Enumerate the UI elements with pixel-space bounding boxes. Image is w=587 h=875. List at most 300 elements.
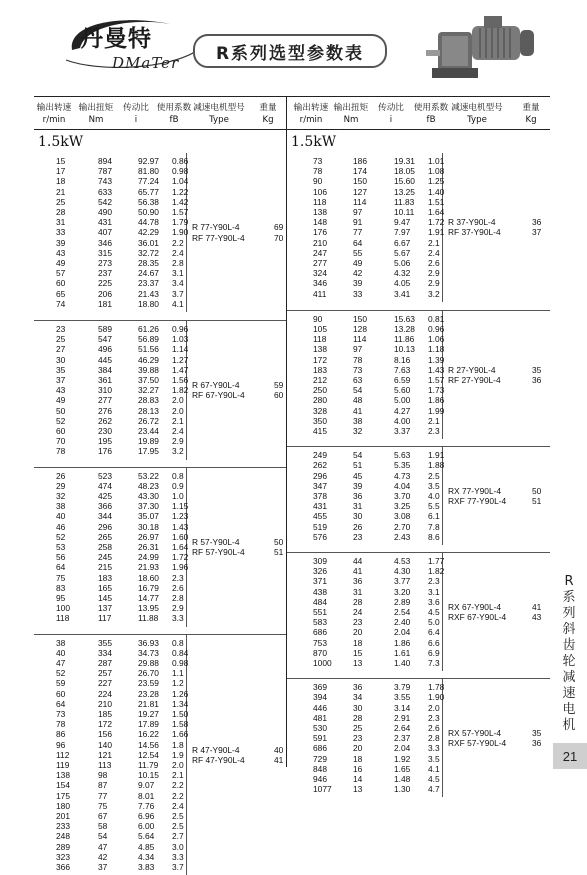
cell-speed: 83 xyxy=(56,582,66,593)
cell-speed: 411 xyxy=(313,288,327,299)
cell-torque: 140 xyxy=(98,739,112,750)
side-label-char: 齿 xyxy=(562,638,576,653)
cell-speed: 324 xyxy=(313,268,327,279)
cell-ratio: 65.77 xyxy=(138,186,159,197)
cell-sf: 2.2 xyxy=(172,237,184,248)
cell-speed: 25 xyxy=(56,334,66,345)
cell-ratio: 3.08 xyxy=(394,511,411,522)
cell-ratio: 36.93 xyxy=(138,637,159,648)
cell-ratio: 9.07 xyxy=(138,780,155,791)
cell-torque: 117 xyxy=(98,613,112,624)
brand-name-en: DMaTer xyxy=(112,54,180,72)
header-speed-unit: r/min xyxy=(42,115,66,125)
cell-torque: 18 xyxy=(353,753,363,764)
cell-ratio: 92.97 xyxy=(138,156,159,166)
cell-speed: 60 xyxy=(56,426,66,436)
cell-torque: 361 xyxy=(98,375,112,385)
table-row xyxy=(34,176,286,186)
header-sf-unit: fB xyxy=(169,115,179,125)
cell-ratio: 13.28 xyxy=(394,323,415,334)
cell-sf: 1.73 xyxy=(428,385,445,396)
cell-sf: 2.1 xyxy=(428,415,440,426)
cell-speed: 431 xyxy=(313,501,327,512)
cell-ratio: 2.70 xyxy=(394,521,411,532)
cell-torque: 30 xyxy=(353,702,363,713)
table-row xyxy=(34,501,286,511)
cell-ratio: 50.90 xyxy=(138,207,159,217)
cell-ratio: 4.05 xyxy=(394,278,411,289)
cell-speed: 172 xyxy=(313,354,327,365)
cell-sf: 1.04 xyxy=(172,176,189,187)
cell-sf: 2.6 xyxy=(172,582,184,593)
cell-torque: 183 xyxy=(98,572,112,583)
cell-speed: 105 xyxy=(313,323,327,334)
motor-model: RX 57-Y90L-4 xyxy=(448,728,502,739)
table-row xyxy=(34,446,286,456)
cell-sf: 1.66 xyxy=(172,729,189,740)
cell-speed: 576 xyxy=(313,531,327,542)
cell-sf: 1.43 xyxy=(428,364,445,375)
cell-ratio: 2.64 xyxy=(394,722,411,733)
cell-ratio: 21.81 xyxy=(138,698,159,709)
motor-model: RF 27-Y90L-4 xyxy=(448,374,501,385)
cell-sf: 3.5 xyxy=(428,480,440,491)
cell-sf: 2.9 xyxy=(172,436,184,447)
motor-model: RXF 57-Y90L-4 xyxy=(448,738,507,749)
cell-sf: 1.60 xyxy=(172,531,189,542)
table-row xyxy=(287,248,550,258)
cell-ratio: 2.37 xyxy=(394,733,411,744)
table-row xyxy=(287,278,550,288)
table-row xyxy=(34,238,286,248)
cell-torque: 36 xyxy=(353,682,363,693)
cell-torque: 258 xyxy=(98,541,112,552)
cell-speed: 25 xyxy=(56,196,66,207)
cell-sf: 1.77 xyxy=(428,556,445,566)
cell-sf: 2.4 xyxy=(172,426,184,436)
table-row xyxy=(287,197,550,207)
motor-weight: 69 xyxy=(274,222,284,233)
table-row xyxy=(287,450,550,460)
table-row xyxy=(34,227,286,237)
cell-speed: 138 xyxy=(313,344,327,355)
cell-speed: 686 xyxy=(313,743,327,754)
cell-ratio: 34.73 xyxy=(138,647,159,658)
header-row xyxy=(287,101,550,115)
cell-sf: 1.51 xyxy=(428,196,445,207)
cell-ratio: 15.60 xyxy=(394,176,415,187)
cell-speed: 57 xyxy=(56,268,66,279)
cell-ratio: 5.67 xyxy=(394,247,411,258)
table-row xyxy=(34,375,286,385)
cell-ratio: 16.22 xyxy=(138,729,159,740)
cell-sf: 5.0 xyxy=(428,617,440,628)
cell-torque: 34 xyxy=(353,692,363,703)
cell-speed: 280 xyxy=(313,395,327,406)
header-type: 减速电机型号 xyxy=(451,103,503,113)
cell-torque: 44 xyxy=(353,556,363,566)
cell-sf: 8.6 xyxy=(428,531,440,542)
cell-sf: 0.96 xyxy=(172,324,189,334)
cell-ratio: 6.96 xyxy=(138,810,155,821)
cell-sf: 2.8 xyxy=(428,733,440,744)
cell-ratio: 43.30 xyxy=(138,490,159,501)
table-row xyxy=(287,597,550,607)
cell-ratio: 3.41 xyxy=(394,288,411,299)
cell-speed: 56 xyxy=(56,552,66,563)
cell-sf: 1.64 xyxy=(428,207,445,217)
cell-ratio: 1.86 xyxy=(394,637,411,648)
cell-torque: 114 xyxy=(353,196,367,207)
cell-ratio: 12.54 xyxy=(138,749,159,760)
left-group xyxy=(34,320,286,460)
cell-sf: 2.8 xyxy=(172,592,184,603)
table-row xyxy=(287,638,550,648)
cell-ratio: 3.37 xyxy=(394,425,411,436)
cell-speed: 100 xyxy=(56,603,70,614)
cell-sf: 3.6 xyxy=(428,596,440,607)
table-row xyxy=(34,658,286,668)
cell-torque: 15 xyxy=(353,647,363,658)
table-row xyxy=(34,207,286,217)
cell-speed: 96 xyxy=(56,739,66,750)
right-group xyxy=(287,678,550,797)
motor-model: RF 67-Y90L-4 xyxy=(192,390,245,401)
cell-speed: 848 xyxy=(313,763,327,774)
cell-ratio: 15.63 xyxy=(394,313,415,324)
cell-sf: 2.1 xyxy=(428,237,440,248)
table-row xyxy=(34,481,286,491)
cell-sf: 1.06 xyxy=(428,334,445,345)
cell-sf: 0.84 xyxy=(172,647,189,658)
motor-model: RX 67-Y90L-4 xyxy=(448,601,502,612)
cell-torque: 225 xyxy=(98,278,112,289)
cell-sf: 1.23 xyxy=(172,511,189,522)
table-row xyxy=(287,723,550,733)
brand-logo xyxy=(58,10,208,76)
cell-torque: 287 xyxy=(98,657,112,668)
cell-sf: 1.88 xyxy=(428,460,445,471)
right-group xyxy=(287,552,550,671)
cell-sf: 4.5 xyxy=(428,773,440,784)
cell-ratio: 16.79 xyxy=(138,582,159,593)
table-row xyxy=(287,334,550,344)
cell-torque: 51 xyxy=(353,460,363,471)
table-row xyxy=(287,166,550,176)
cell-sf: 3.3 xyxy=(428,743,440,754)
cell-ratio: 26.72 xyxy=(138,415,159,426)
table-row xyxy=(287,692,550,702)
cell-speed: 90 xyxy=(313,176,323,187)
cell-torque: 185 xyxy=(98,708,112,719)
table-row xyxy=(34,365,286,375)
cell-sf: 2.0 xyxy=(172,395,184,406)
cell-torque: 445 xyxy=(98,354,112,365)
cell-torque: 78 xyxy=(353,354,363,365)
cell-sf: 1.91 xyxy=(428,450,445,461)
cell-sf: 1.99 xyxy=(428,405,445,416)
cell-sf: 3.3 xyxy=(172,613,184,624)
table-row xyxy=(34,638,286,648)
cell-torque: 633 xyxy=(98,186,112,197)
table-row xyxy=(34,668,286,678)
cell-sf: 1.0 xyxy=(172,490,184,501)
table-row xyxy=(34,344,286,354)
cell-ratio: 3.55 xyxy=(394,692,411,703)
cell-torque: 49 xyxy=(353,258,363,268)
cell-ratio: 36.01 xyxy=(138,237,159,248)
cell-sf: 1.14 xyxy=(172,344,189,355)
motor-weight: 41 xyxy=(274,754,284,765)
cell-sf: 1.8 xyxy=(172,739,184,750)
cell-torque: 210 xyxy=(98,698,112,709)
cell-speed: 296 xyxy=(313,470,327,481)
cell-torque: 23 xyxy=(353,733,363,744)
table-row xyxy=(34,562,286,572)
cell-torque: 32 xyxy=(353,425,363,436)
motor-weight: 50 xyxy=(532,485,542,496)
cell-speed: 183 xyxy=(313,364,327,375)
header-rule xyxy=(34,129,286,130)
cell-torque: 206 xyxy=(98,288,112,299)
cell-sf: 3.0 xyxy=(172,841,184,852)
cell-torque: 334 xyxy=(98,647,112,658)
cell-sf: 4.0 xyxy=(428,490,440,501)
cell-sf: 2.3 xyxy=(428,712,440,723)
cell-torque: 346 xyxy=(98,237,112,248)
cell-sf: 2.1 xyxy=(172,770,184,781)
cell-speed: 870 xyxy=(313,647,327,658)
table-row xyxy=(34,248,286,258)
cell-ratio: 23.44 xyxy=(138,426,159,436)
cell-torque: 20 xyxy=(353,627,363,638)
cell-sf: 1.86 xyxy=(428,395,445,406)
cell-sf: 2.8 xyxy=(172,258,184,268)
cell-speed: 38 xyxy=(56,637,66,648)
side-label-char: 列 xyxy=(562,606,576,621)
table-row xyxy=(34,542,286,552)
cell-ratio: 17.95 xyxy=(138,446,159,457)
cell-speed: 394 xyxy=(313,692,327,703)
table-row xyxy=(34,395,286,405)
cell-speed: 277 xyxy=(313,258,327,268)
cell-ratio: 4.73 xyxy=(394,470,411,481)
cell-torque: 63 xyxy=(353,374,363,385)
cell-torque: 113 xyxy=(98,759,112,770)
cell-speed: 248 xyxy=(56,831,70,842)
table-row xyxy=(34,166,286,176)
table-row xyxy=(287,227,550,237)
cell-ratio: 11.79 xyxy=(138,759,159,770)
cell-speed: 78 xyxy=(313,166,323,177)
cell-torque: 36 xyxy=(353,490,363,501)
header-row xyxy=(34,101,286,115)
table-row xyxy=(34,831,286,841)
table-row xyxy=(287,491,550,501)
cell-speed: 346 xyxy=(313,278,327,289)
cell-sf: 2.3 xyxy=(172,572,184,583)
motor-weight: 35 xyxy=(532,364,542,375)
table-row xyxy=(34,532,286,542)
cell-sf: 2.7 xyxy=(172,831,184,842)
cell-sf: 0.8 xyxy=(172,470,184,481)
right-group xyxy=(287,310,550,439)
table-row xyxy=(34,491,286,501)
table-row xyxy=(34,471,286,481)
header-speed: 输出转速 xyxy=(36,103,72,113)
cell-torque: 54 xyxy=(353,385,363,396)
cell-ratio: 56.38 xyxy=(138,196,159,207)
table-left-half xyxy=(34,97,286,872)
cell-speed: 138 xyxy=(56,770,70,781)
header-weight-unit: Kg xyxy=(262,115,274,125)
cell-ratio: 3.83 xyxy=(138,861,155,872)
motor-model: RF 47-Y90L-4 xyxy=(192,754,245,765)
cell-sf: 1.82 xyxy=(428,566,445,577)
cell-ratio: 4.00 xyxy=(394,415,411,426)
cell-sf: 1.2 xyxy=(172,678,184,689)
page-title: R系列选型参数表 xyxy=(193,34,387,68)
table-row xyxy=(287,355,550,365)
cell-sf: 1.01 xyxy=(428,156,445,166)
cell-sf: 3.2 xyxy=(172,446,184,457)
table-row xyxy=(34,729,286,739)
cell-ratio: 10.15 xyxy=(138,770,159,781)
cell-torque: 25 xyxy=(353,722,363,733)
table-row xyxy=(287,532,550,542)
cell-sf: 1.72 xyxy=(428,217,445,228)
cell-speed: 212 xyxy=(313,374,327,385)
cell-ratio: 3.14 xyxy=(394,702,411,713)
cell-ratio: 1.92 xyxy=(394,753,411,764)
cell-ratio: 2.91 xyxy=(394,712,411,723)
cell-torque: 273 xyxy=(98,258,112,268)
table-row xyxy=(287,481,550,491)
cell-speed: 378 xyxy=(313,490,327,501)
cell-sf: 2.6 xyxy=(428,258,440,268)
cell-ratio: 4.34 xyxy=(138,851,155,862)
cell-ratio: 21.93 xyxy=(138,562,159,573)
motor-weight: 41 xyxy=(532,601,542,612)
table-row xyxy=(34,522,286,532)
table-row xyxy=(34,436,286,446)
cell-ratio: 3.25 xyxy=(394,501,411,512)
cell-ratio: 5.00 xyxy=(394,395,411,406)
cell-torque: 26 xyxy=(353,521,363,532)
cell-torque: 150 xyxy=(353,313,367,324)
cell-torque: 474 xyxy=(98,480,112,491)
cell-ratio: 26.70 xyxy=(138,668,159,679)
cell-ratio: 5.06 xyxy=(394,258,411,268)
header-weight: 重量 xyxy=(522,103,540,113)
cell-sf: 1.57 xyxy=(428,374,445,385)
cell-torque: 894 xyxy=(98,156,112,166)
header-sf: 使用系数 xyxy=(156,103,192,113)
cell-speed: 519 xyxy=(313,521,327,532)
cell-torque: 54 xyxy=(353,450,363,461)
table-row xyxy=(34,583,286,593)
cell-torque: 407 xyxy=(98,227,112,238)
cell-sf: 4.5 xyxy=(428,607,440,617)
cell-speed: 15 xyxy=(56,156,66,166)
header-weight: 重量 xyxy=(259,103,277,113)
cell-sf: 1.58 xyxy=(172,719,189,730)
cell-torque: 73 xyxy=(353,364,363,375)
cell-sf: 1.96 xyxy=(172,562,189,573)
cell-torque: 28 xyxy=(353,712,363,723)
cell-sf: 3.5 xyxy=(428,753,440,764)
table-row xyxy=(287,658,550,668)
cell-sf: 1.9 xyxy=(172,749,184,760)
cell-sf: 0.9 xyxy=(172,480,184,491)
motor-weight: 60 xyxy=(274,390,284,401)
cell-speed: 481 xyxy=(313,712,327,723)
cell-sf: 2.6 xyxy=(428,722,440,733)
cell-speed: 1000 xyxy=(313,658,332,668)
cell-sf: 1.42 xyxy=(172,196,189,207)
cell-speed: 28 xyxy=(56,207,66,217)
cell-sf: 2.1 xyxy=(172,415,184,426)
cell-torque: 31 xyxy=(353,586,363,597)
cell-sf: 1.72 xyxy=(172,552,189,563)
table-row xyxy=(287,682,550,692)
table-row xyxy=(287,416,550,426)
motor-model: R 57-Y90L-4 xyxy=(192,536,240,547)
table-row xyxy=(34,355,286,365)
cell-torque: 425 xyxy=(98,490,112,501)
table-row xyxy=(287,406,550,416)
cell-torque: 91 xyxy=(353,217,363,228)
cell-torque: 121 xyxy=(98,749,112,760)
cell-sf: 1.47 xyxy=(172,364,189,375)
table-row xyxy=(34,780,286,790)
table-row xyxy=(287,187,550,197)
cell-ratio: 17.89 xyxy=(138,719,159,730)
cell-ratio: 13.95 xyxy=(138,603,159,614)
cell-ratio: 19.27 xyxy=(138,708,159,719)
cell-sf: 1.39 xyxy=(428,354,445,365)
table-row xyxy=(287,703,550,713)
cell-speed: 438 xyxy=(313,586,327,597)
cell-speed: 32 xyxy=(56,490,66,501)
motor-weight: 40 xyxy=(274,744,284,755)
cell-torque: 787 xyxy=(98,166,112,177)
cell-torque: 589 xyxy=(98,324,112,334)
cell-torque: 310 xyxy=(98,385,112,396)
cell-speed: 583 xyxy=(313,617,327,628)
cell-speed: 64 xyxy=(56,698,66,709)
cell-sf: 1.08 xyxy=(428,166,445,177)
selection-table xyxy=(34,96,550,872)
cell-torque: 42 xyxy=(353,268,363,279)
cell-sf: 2.9 xyxy=(428,278,440,289)
cell-sf: 6.1 xyxy=(428,511,440,522)
table-row xyxy=(34,187,286,197)
header-torque: 输出扭矩 xyxy=(78,103,114,113)
table-row xyxy=(287,385,550,395)
cell-torque: 181 xyxy=(98,298,112,309)
cell-ratio: 5.63 xyxy=(394,450,411,461)
cell-torque: 496 xyxy=(98,344,112,355)
cell-ratio: 24.67 xyxy=(138,268,159,279)
cell-ratio: 28.35 xyxy=(138,258,159,268)
cell-speed: 415 xyxy=(313,425,327,436)
cell-ratio: 39.88 xyxy=(138,364,159,375)
cell-speed: 75 xyxy=(56,572,66,583)
header-torque: 输出扭矩 xyxy=(333,103,369,113)
cell-speed: 78 xyxy=(56,446,66,457)
table-row xyxy=(287,471,550,481)
